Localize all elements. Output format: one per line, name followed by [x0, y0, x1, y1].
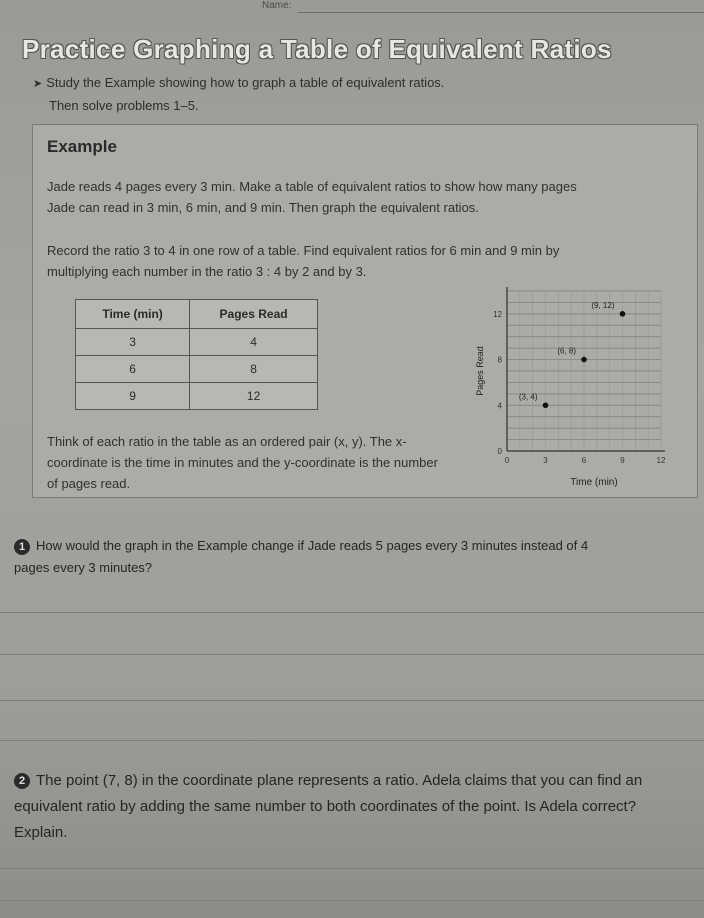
y-tick-label: 4: [497, 401, 502, 411]
instructions: [33, 72, 633, 116]
table-cell: 12: [190, 383, 318, 410]
point-label: (6, 8): [557, 346, 576, 356]
x-tick-label: 6: [581, 456, 587, 465]
x-tick-label: 0: [504, 456, 510, 465]
question-2: [14, 768, 684, 846]
example-paragraph-1: Jade reads 4 pages every 3 min. Make a table of equivalent ratios to show how many pages Jade can read in 3 min, 6 min, and 9 min. Then graph the equivalent ratios.: [47, 179, 577, 215]
instruction-line-1: [33, 72, 633, 95]
example-box: [32, 124, 698, 498]
data-point: [543, 402, 549, 408]
table-header-time: Time (min): [76, 300, 190, 329]
instruction-text-1: Study the Example showing how to graph a table of equivalent ratios.: [46, 75, 445, 90]
name-line: [298, 12, 704, 13]
example-heading: Example: [47, 137, 117, 156]
instruction-line-2: Then solve problems 1–5.: [49, 98, 199, 113]
data-point: [620, 311, 626, 317]
table-cell: 9: [76, 383, 190, 410]
example-paragraph-2: Record the ratio 3 to 4 in one row of a table. Find equivalent ratios for 6 min and 9 min by multiplying each number in the ratio 3 : 4 by 2 and by 3.: [47, 243, 560, 279]
question-number-badge: 1: [14, 539, 30, 555]
table-header-pages: Pages Read: [190, 300, 318, 329]
table-cell: 6: [76, 356, 190, 383]
y-axis-label: Pages Read: [475, 346, 485, 396]
table-row: [76, 383, 318, 410]
table-row: [76, 356, 318, 383]
answer-line: [0, 868, 704, 869]
arrow-icon: ➤: [33, 78, 43, 90]
page-title: Practice Graphing a Table of Equivalent Ratios: [22, 34, 612, 64]
coordinate-graph: [471, 283, 671, 493]
question-1: [14, 535, 624, 579]
x-tick-label: 3: [543, 456, 548, 465]
point-label: (3, 4): [518, 392, 538, 402]
table-cell: 8: [190, 356, 318, 383]
answer-line: [0, 740, 704, 741]
point-label: (9, 12): [591, 300, 615, 310]
think-paragraph: Think of each ratio in the table as an ordered pair (x, y). The x-coordinate is the time in minutes and the y-coordinate is the number of pages read.: [47, 434, 438, 491]
y-tick-label: 0: [497, 447, 502, 456]
x-tick-label: 9: [620, 456, 625, 465]
table-row: [76, 329, 318, 356]
answer-line: [0, 700, 704, 701]
answer-line: [0, 900, 704, 901]
question-1-text: How would the graph in the Example change if Jade reads 5 pages every 3 minutes instead of 4 pages every 3 minutes?: [14, 538, 589, 575]
table-header-row: [76, 300, 318, 329]
table-cell: 3: [76, 329, 190, 356]
x-tick-label: 12: [656, 456, 666, 465]
y-tick-label: 8: [497, 355, 502, 365]
answer-line: [0, 654, 704, 655]
name-label: Name:: [262, 0, 292, 11]
question-number-badge: 2: [14, 773, 30, 789]
ratio-table: [75, 299, 318, 410]
data-point: [581, 357, 587, 363]
answer-line: [0, 612, 704, 613]
y-tick-label: 12: [493, 309, 502, 319]
table-cell: 4: [190, 329, 318, 356]
question-2-text: The point (7, 8) in the coordinate plane represents a ratio. Adela claims that you can find an equivalent ratio by adding the same number to both coordinates of the point. Is Adela correct? Explain.: [14, 772, 643, 841]
x-axis-label: Time (min): [570, 477, 618, 488]
